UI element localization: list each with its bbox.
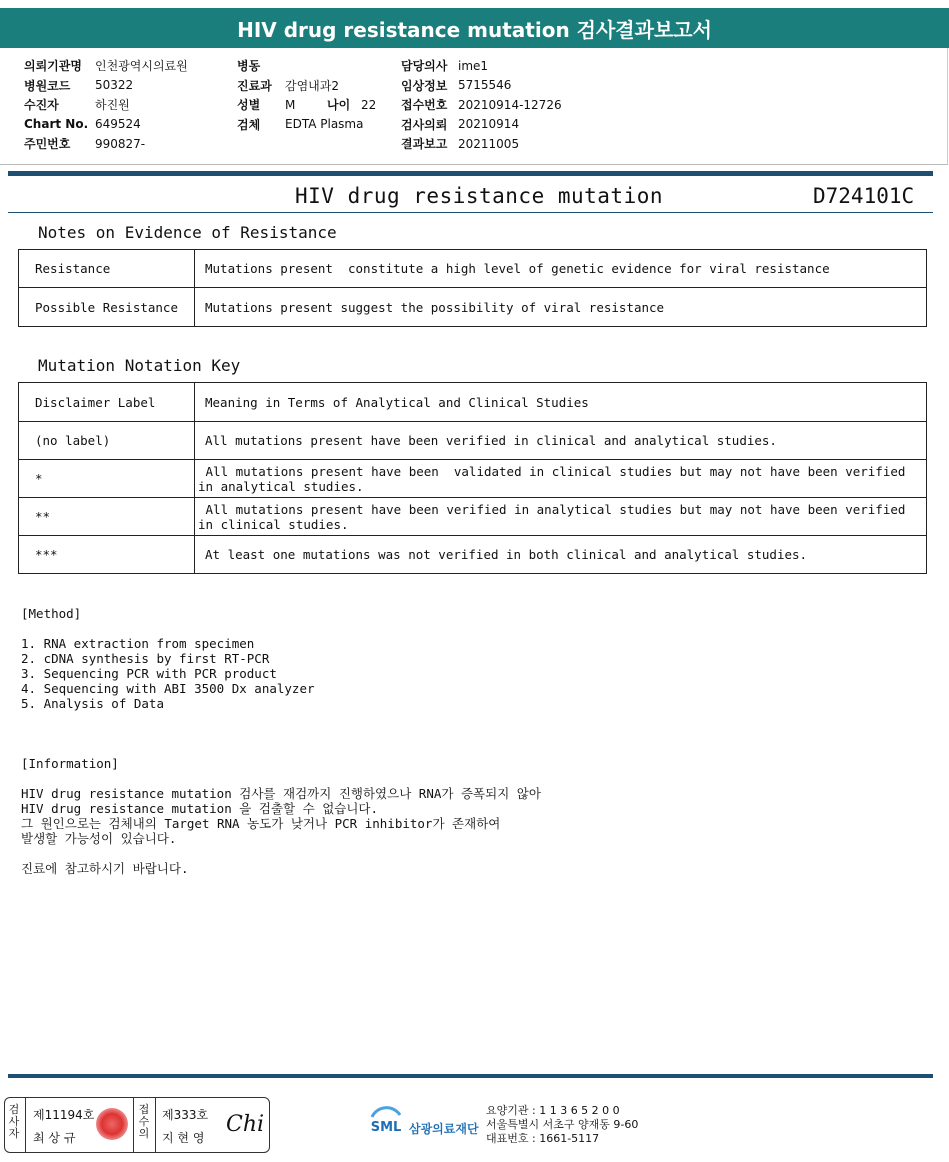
field-label: 임상정보 [401, 78, 448, 93]
sml-logo-icon [366, 1103, 406, 1143]
table-cell-label: Disclaimer Label [19, 383, 195, 422]
examiner-name: 최 상 규 [33, 1131, 76, 1145]
table-cell-text: All mutations present have been verified in clinical and analytical studies. [195, 422, 927, 460]
table-row [19, 250, 927, 288]
field-value: 감염내과2 [285, 78, 340, 93]
table-cell-text: Mutations present constitute a high level of genetic evidence for viral resistance [195, 250, 927, 288]
table-cell-text: At least one mutations was not verified in both clinical and analytical studies. [195, 536, 927, 574]
divider [25, 1097, 26, 1153]
table-cell-label: (no label) [19, 422, 195, 460]
age-label: 나이 [327, 98, 351, 113]
field-value: 990827- [95, 136, 146, 151]
age-value: 22 [361, 97, 377, 112]
table-row [19, 536, 927, 574]
field-label: 결과보고 [401, 137, 448, 152]
header-column-order [237, 56, 376, 134]
table-cell-text: Meaning in Terms of Analytical and Clinical Studies [195, 383, 927, 422]
table-cell-label: * [19, 460, 195, 498]
header-column-lab [401, 56, 562, 154]
field-label: 검사의뢰 [401, 117, 448, 132]
seal-stamp-icon [96, 1108, 128, 1140]
top-rule [8, 171, 933, 176]
key-heading: Mutation Notation Key [38, 356, 241, 375]
table-row [19, 288, 927, 327]
field-value: 인천광역시의료원 [95, 59, 188, 74]
signature-image: Chi [226, 1112, 265, 1137]
report-code: D724101C [813, 184, 915, 208]
logo-mark: SML [370, 1120, 402, 1135]
report-title-bar [0, 8, 949, 48]
table-row [19, 383, 927, 422]
examiner-label: 검사자 [8, 1103, 20, 1140]
field-label: 담당의사 [401, 59, 448, 74]
org-name: 삼광의료재단 [409, 1122, 479, 1136]
method-heading: [Method] [21, 606, 82, 621]
field-value: 649524 [95, 117, 141, 132]
field-value: 5715546 [458, 78, 512, 93]
address-line: 서울특별시 서초구 양재동 9-60 [486, 1118, 639, 1131]
notes-heading: Notes on Evidence of Resistance [38, 223, 337, 242]
reviewer-name: 지 현 영 [162, 1131, 205, 1145]
table-cell-text: All mutations present have been validated in clinical studies but may not have been verified in analytical studies. [195, 460, 927, 498]
reviewer-label: 접수의 [138, 1103, 150, 1140]
field-value: 20210914 [458, 117, 520, 132]
org-address [486, 1104, 638, 1146]
information-closing: 진료에 참고하시기 바랍니다. [21, 861, 189, 876]
table-cell-text: Mutations present suggest the possibility of viral resistance [195, 288, 927, 327]
field-value: 하진원 [95, 98, 130, 113]
table-cell-label: Possible Resistance [19, 288, 195, 327]
field-label: 성별 [237, 98, 261, 113]
field-label: 병원코드 [24, 78, 71, 93]
field-label: 검체 [237, 117, 261, 132]
examiner-license: 제11194호 [33, 1108, 95, 1122]
field-label: Chart No. [24, 117, 89, 132]
address-line: 요양기관 : 1 1 3 6 5 2 0 0 [486, 1104, 620, 1117]
table-row [19, 498, 927, 536]
field-value: EDTA Plasma [285, 117, 364, 132]
divider [133, 1097, 134, 1153]
notes-table [18, 249, 927, 327]
table-cell-label: *** [19, 536, 195, 574]
header-column-patient [24, 56, 188, 154]
field-value: 20210914-12726 [458, 97, 562, 112]
field-value: 20211005 [458, 136, 520, 151]
address-line: 대표번호 : 1661-5117 [486, 1132, 600, 1145]
table-cell-label: Resistance [19, 250, 195, 288]
field-label: 진료과 [237, 78, 272, 93]
key-table [18, 382, 927, 574]
information-heading: [Information] [21, 756, 119, 771]
information-body: HIV drug resistance mutation 검사를 재검까지 진행하였으나 RNA가 증폭되지 않아 HIV drug resistance mutation 을 검출할 수 없습니다. 그 원인으로는 검체내의 Target RNA 농도가 낮거나 PCR inhibitor가 존재하여 발생할 가능성이 있습니다. [21, 786, 541, 846]
field-label: 병동 [237, 59, 261, 74]
field-value: M [285, 97, 296, 112]
table-row [19, 460, 927, 498]
method-list: 1. RNA extraction from specimen 2. cDNA synthesis by first RT-PCR 3. Sequencing PCR with PCR product 4. Sequencing with ABI 3500 Dx analyzer 5. Analysis of Data [21, 636, 315, 711]
field-label: 의뢰기관명 [24, 59, 82, 74]
field-value: ime1 [458, 58, 489, 73]
field-label: 주민번호 [24, 137, 71, 152]
field-value: 50322 [95, 78, 134, 93]
table-cell-label: ** [19, 498, 195, 536]
bottom-rule [8, 1074, 933, 1078]
field-label: 수진자 [24, 98, 59, 113]
heading-rule [8, 212, 933, 213]
reviewer-license: 제333호 [162, 1108, 209, 1122]
report-title: HIV drug resistance mutation 검사결과보고서 [237, 17, 712, 42]
table-row [19, 422, 927, 460]
report-heading: HIV drug resistance mutation [295, 184, 664, 208]
table-cell-text: All mutations present have been verified in analytical studies but may not have been verified in clinical studies. [195, 498, 927, 536]
field-label: 접수번호 [401, 98, 448, 113]
divider [155, 1097, 156, 1153]
